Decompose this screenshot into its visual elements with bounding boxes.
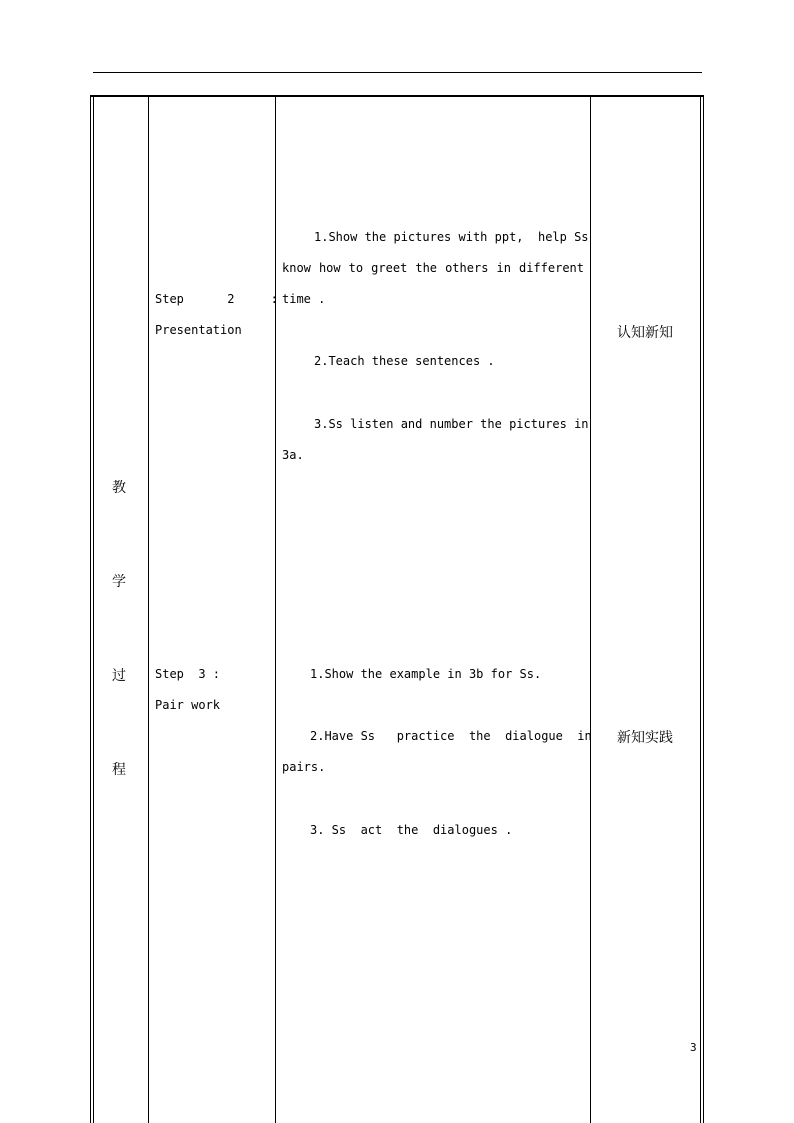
step2-note: 认知新知 (617, 325, 673, 341)
table-border-left-outer (90, 95, 91, 1123)
step2-content-line: 2.Teach these sentences . (314, 354, 495, 368)
step3-label-line1: Step 3 : (155, 667, 221, 681)
step3-content-line: pairs. (282, 760, 326, 774)
page-number: 3 (690, 1041, 697, 1054)
step3-content-line: 3. Ss act the dialogues . (310, 823, 513, 837)
section-label-char: 过 (112, 668, 126, 684)
step2-content-line: 1.Show the pictures with ppt, help Ss (314, 230, 589, 244)
step3-content-line: 1.Show the example in 3b for Ss. (310, 667, 542, 681)
table-border-right-outer (703, 95, 704, 1123)
table-border-right-inner (700, 95, 701, 1123)
section-label-char: 学 (112, 574, 126, 590)
column-divider-2 (275, 95, 276, 1123)
section-label-char: 教 (112, 480, 126, 496)
section-label-char: 程 (112, 762, 126, 778)
step2-content-line: 3.Ss listen and number the pictures in (314, 417, 589, 431)
step3-label-line2: Pair work (155, 698, 221, 712)
column-divider-3 (590, 95, 591, 1123)
step2-content-line: time . (282, 292, 326, 306)
step3-content-line: 2.Have Ss practice the dialogue in (310, 729, 592, 743)
step2-content-line: 3a. (282, 448, 304, 462)
table-top-border (90, 95, 704, 97)
step2-label-line2: Presentation (155, 323, 242, 337)
header-rule (93, 72, 702, 73)
step3-note: 新知实践 (617, 730, 673, 746)
table-border-left-inner (93, 95, 94, 1123)
step2-label-line1: Step 2 : (155, 292, 278, 306)
step2-content-line: know how to greet the others in different (282, 261, 584, 275)
column-divider-1 (148, 95, 149, 1123)
